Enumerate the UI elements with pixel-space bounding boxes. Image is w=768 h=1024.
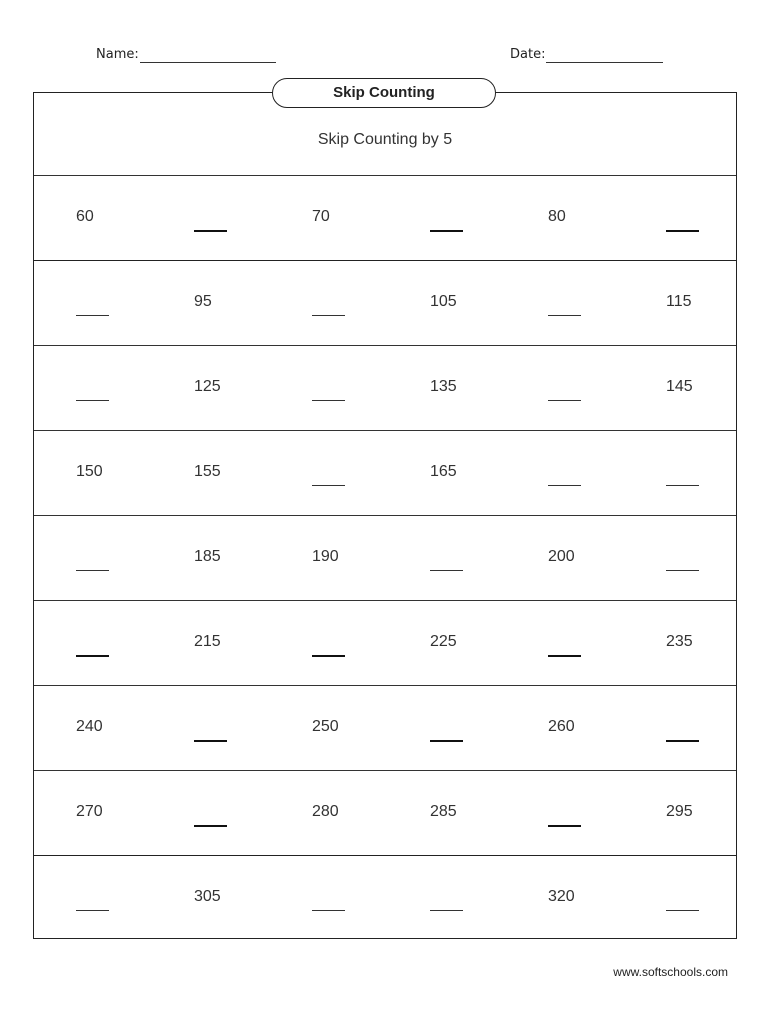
- name-field[interactable]: [96, 47, 276, 63]
- sequence-cell: [666, 261, 726, 346]
- sequence-cell[interactable]: [666, 516, 726, 601]
- sequence-cell: [76, 686, 136, 771]
- sequence-number: 295: [666, 803, 693, 820]
- answer-blank[interactable]: [312, 485, 345, 486]
- table-row: [34, 516, 736, 601]
- sequence-cell[interactable]: [666, 856, 726, 941]
- sequence-number: 225: [430, 633, 457, 650]
- table-row: [34, 856, 736, 941]
- sequence-number: 260: [548, 718, 575, 735]
- sequence-cell[interactable]: [548, 601, 608, 686]
- sequence-cell[interactable]: [194, 176, 254, 261]
- sequence-cell[interactable]: [548, 346, 608, 431]
- sequence-cell: [312, 176, 372, 261]
- table-row: [34, 346, 736, 431]
- sequence-cell[interactable]: [430, 176, 490, 261]
- footer-url: www.softschools.com: [613, 965, 728, 979]
- sequence-cell: [666, 346, 726, 431]
- sequence-cell: [430, 431, 490, 516]
- worksheet-grid: [33, 92, 737, 939]
- answer-blank[interactable]: [312, 400, 345, 401]
- sequence-number: 240: [76, 718, 103, 735]
- worksheet-title: Skip Counting: [272, 78, 496, 108]
- answer-blank[interactable]: [312, 655, 345, 657]
- answer-blank[interactable]: [312, 315, 345, 316]
- sequence-number: 150: [76, 463, 103, 480]
- sequence-number: 285: [430, 803, 457, 820]
- date-label: Date:: [510, 47, 546, 62]
- answer-blank[interactable]: [312, 910, 345, 911]
- sequence-number: 235: [666, 633, 693, 650]
- sequence-cell[interactable]: [76, 516, 136, 601]
- sequence-number: 60: [76, 208, 94, 225]
- sequence-cell: [548, 176, 608, 261]
- sequence-cell[interactable]: [430, 686, 490, 771]
- answer-blank[interactable]: [666, 570, 699, 571]
- sequence-cell: [548, 686, 608, 771]
- answer-blank[interactable]: [666, 485, 699, 486]
- table-row: [34, 431, 736, 516]
- table-row: [34, 686, 736, 771]
- sequence-cell: [430, 601, 490, 686]
- sequence-cell[interactable]: [76, 601, 136, 686]
- sequence-cell[interactable]: [430, 516, 490, 601]
- sequence-cell: [194, 261, 254, 346]
- sequence-cell: [76, 771, 136, 856]
- answer-blank[interactable]: [666, 740, 699, 742]
- sequence-number: 305: [194, 888, 221, 905]
- sequence-number: 135: [430, 378, 457, 395]
- answer-blank[interactable]: [430, 230, 463, 232]
- answer-blank[interactable]: [76, 315, 109, 316]
- date-line[interactable]: [546, 48, 663, 63]
- sequence-cell: [548, 856, 608, 941]
- sequence-number: 270: [76, 803, 103, 820]
- sequence-cell[interactable]: [312, 601, 372, 686]
- name-label: Name:: [96, 47, 139, 62]
- answer-blank[interactable]: [666, 910, 699, 911]
- answer-blank[interactable]: [76, 655, 109, 657]
- answer-blank[interactable]: [548, 400, 581, 401]
- sequence-cell: [666, 771, 726, 856]
- sequence-number: 185: [194, 548, 221, 565]
- sequence-number: 95: [194, 293, 212, 310]
- answer-blank[interactable]: [548, 655, 581, 657]
- sequence-cell: [312, 516, 372, 601]
- answer-blank[interactable]: [76, 910, 109, 911]
- sequence-number: 280: [312, 803, 339, 820]
- sequence-cell: [76, 431, 136, 516]
- sequence-cell[interactable]: [312, 856, 372, 941]
- sequence-cell: [430, 346, 490, 431]
- sequence-number: 70: [312, 208, 330, 225]
- sequence-number: 115: [666, 293, 692, 310]
- sequence-cell: [194, 346, 254, 431]
- sequence-number: 155: [194, 463, 221, 480]
- answer-blank[interactable]: [76, 570, 109, 571]
- sequence-number: 145: [666, 378, 693, 395]
- sequence-cell: [312, 686, 372, 771]
- sequence-cell: [666, 601, 726, 686]
- table-row: [34, 176, 736, 261]
- sequence-number: 200: [548, 548, 575, 565]
- sequence-cell: [430, 771, 490, 856]
- sequence-cell[interactable]: [76, 261, 136, 346]
- sequence-number: 190: [312, 548, 339, 565]
- sequence-cell: [312, 771, 372, 856]
- sequence-cell: [76, 176, 136, 261]
- sequence-cell[interactable]: [312, 261, 372, 346]
- sequence-number: 215: [194, 633, 221, 650]
- table-row: [34, 601, 736, 686]
- sequence-cell: [548, 516, 608, 601]
- answer-blank[interactable]: [430, 570, 463, 571]
- sequence-number: 105: [430, 293, 457, 310]
- sequence-number: 80: [548, 208, 566, 225]
- sequence-cell[interactable]: [312, 346, 372, 431]
- sequence-cell: [430, 261, 490, 346]
- sequence-cell: [194, 856, 254, 941]
- sequence-cell[interactable]: [666, 176, 726, 261]
- sequence-cell[interactable]: [194, 686, 254, 771]
- table-row: [34, 771, 736, 856]
- sequence-number: 320: [548, 888, 575, 905]
- sequence-cell[interactable]: [548, 771, 608, 856]
- answer-blank[interactable]: [194, 740, 227, 742]
- sequence-number: 125: [194, 378, 221, 395]
- sequence-cell[interactable]: [548, 261, 608, 346]
- sequence-cell: [194, 516, 254, 601]
- answer-blank[interactable]: [430, 740, 463, 742]
- answer-blank[interactable]: [194, 825, 227, 827]
- answer-blank[interactable]: [194, 230, 227, 232]
- worksheet-subtitle: Skip Counting by 5: [317, 131, 453, 148]
- sequence-cell[interactable]: [194, 771, 254, 856]
- answer-blank[interactable]: [76, 400, 109, 401]
- answer-blank[interactable]: [548, 315, 581, 316]
- sequence-cell: [194, 431, 254, 516]
- answer-blank[interactable]: [666, 230, 699, 232]
- sequence-cell[interactable]: [666, 431, 726, 516]
- sequence-cell: [194, 601, 254, 686]
- table-row: [34, 261, 736, 346]
- sequence-cell[interactable]: [76, 856, 136, 941]
- answer-blank[interactable]: [548, 485, 581, 486]
- sequence-number: 165: [430, 463, 457, 480]
- answer-blank[interactable]: [548, 825, 581, 827]
- answer-blank[interactable]: [430, 910, 463, 911]
- sequence-number: 250: [312, 718, 339, 735]
- sequence-cell[interactable]: [666, 686, 726, 771]
- sequence-cell[interactable]: [548, 431, 608, 516]
- sequence-cell[interactable]: [76, 346, 136, 431]
- name-line[interactable]: [140, 48, 276, 63]
- date-field[interactable]: [510, 47, 663, 63]
- sequence-cell[interactable]: [312, 431, 372, 516]
- sequence-cell[interactable]: [430, 856, 490, 941]
